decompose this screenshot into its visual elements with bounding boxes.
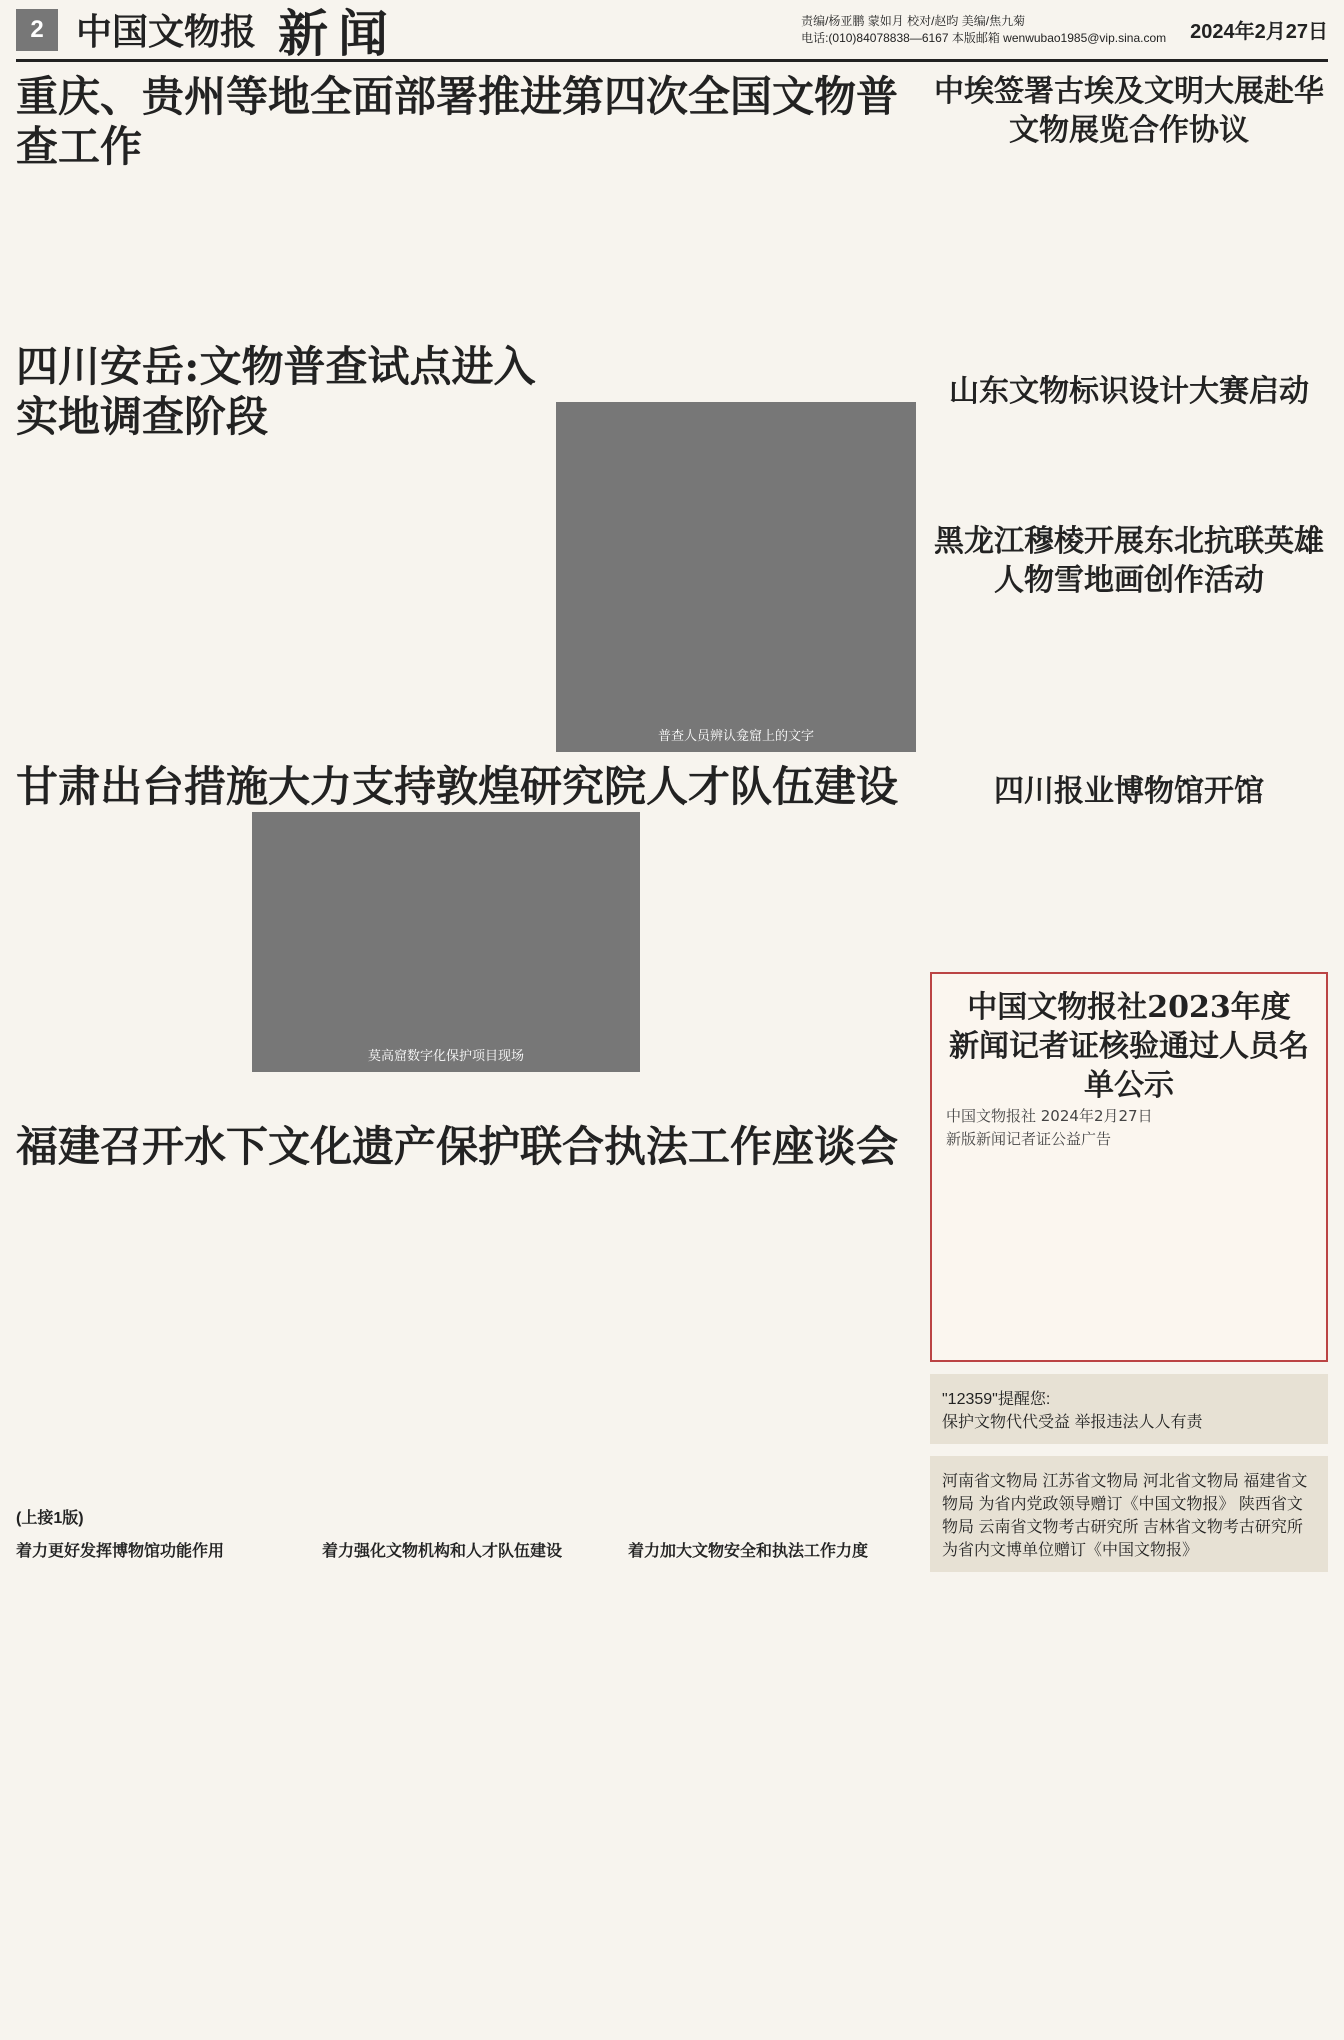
caption: 普查人员辨认龛窟上的文字 xyxy=(657,728,814,743)
notice-title-2: 新闻记者证核验通过人员名单公示 xyxy=(949,1029,1309,1103)
headline: 四川安岳:文物普查试点进入实地调查阶段 xyxy=(16,342,536,442)
article-a4 xyxy=(16,1122,916,1262)
continued-note: (上接1版) xyxy=(16,1510,84,1527)
headline: 重庆、贵州等地全面部署推进第四次全国文物普查工作 xyxy=(16,72,899,172)
text-block xyxy=(16,342,536,762)
sidebar xyxy=(930,72,1328,1572)
meta-line-1: 责编/杨亚鹏 蒙如月 校对/赵昀 美编/焦九菊 xyxy=(801,13,1026,28)
article-s3 xyxy=(930,522,1328,772)
headline: 中埃签署古埃及文明大展赴华文物展览合作协议 xyxy=(934,74,1324,148)
article-s4 xyxy=(930,772,1328,972)
notice xyxy=(930,972,1328,1362)
bottom-columns xyxy=(16,1538,916,1571)
article-s2 xyxy=(930,372,1328,522)
main-column xyxy=(16,72,916,1262)
notice-caption: 新版新闻记者证公益广告 xyxy=(946,1130,1112,1149)
headline: 甘肃出台措施大力支持敦煌研究院人才队伍建设 xyxy=(16,762,899,811)
bottom-section xyxy=(16,1505,916,1571)
notice-footer: 中国文物报社 2024年2月27日 xyxy=(946,1107,1153,1125)
article-s1 xyxy=(930,72,1328,372)
date: 2024年2月27日 xyxy=(1190,21,1328,43)
meta-line-2: 电话:(010)84078838—6167 本版邮箱 wenwubao1985@vip.sina.com xyxy=(801,30,1167,45)
body xyxy=(16,812,236,1072)
photo xyxy=(556,402,916,752)
hotline: "12359"提醒您: xyxy=(942,1391,1051,1408)
masthead xyxy=(16,0,1328,62)
spacer xyxy=(656,812,916,1072)
section-title: 新闻 xyxy=(278,3,399,63)
headline: 黑龙江穆棱开展东北抗联英雄人物雪地画创作活动 xyxy=(934,524,1324,598)
caption: 莫高窟数字化保护项目现场 xyxy=(367,1048,524,1064)
masthead-meta xyxy=(801,13,1166,47)
page-number: 2 xyxy=(16,9,58,51)
a3-grid xyxy=(16,812,916,1072)
headline: 山东文物标识设计大赛启动 xyxy=(949,374,1309,409)
subhead-1: 着力更好发挥博物馆功能作用 xyxy=(16,1543,225,1560)
subhead-3: 着力加大文物安全和执法工作力度 xyxy=(628,1543,869,1560)
hotline-ad xyxy=(930,1374,1328,1444)
photo xyxy=(252,812,640,1072)
notice-title-1: 中国文物报社2023年度 xyxy=(967,990,1291,1025)
article-a1 xyxy=(16,72,916,342)
article-a3 xyxy=(16,762,916,1122)
headline: 四川报业博物馆开馆 xyxy=(994,774,1264,809)
subhead-2: 着力强化文物机构和人才队伍建设 xyxy=(322,1543,563,1560)
headline: 福建召开水下文化遗产保护联合执法工作座谈会 xyxy=(16,1122,899,1171)
gift-ad: 河南省文物局 江苏省文物局 河北省文物局 福建省文物局 为省内党政领导赠订《中国文物报》 陕西省文物局 云南省文物考古研究所 吉林省文物考古研究所 为省内文博单位赠订《中国文物报》 xyxy=(930,1456,1328,1572)
brand: 中国文物报 xyxy=(76,11,257,53)
hotline-sub: 保护文物代代受益 举报违法人人有责 xyxy=(942,1414,1203,1431)
article-a2 xyxy=(16,342,916,762)
